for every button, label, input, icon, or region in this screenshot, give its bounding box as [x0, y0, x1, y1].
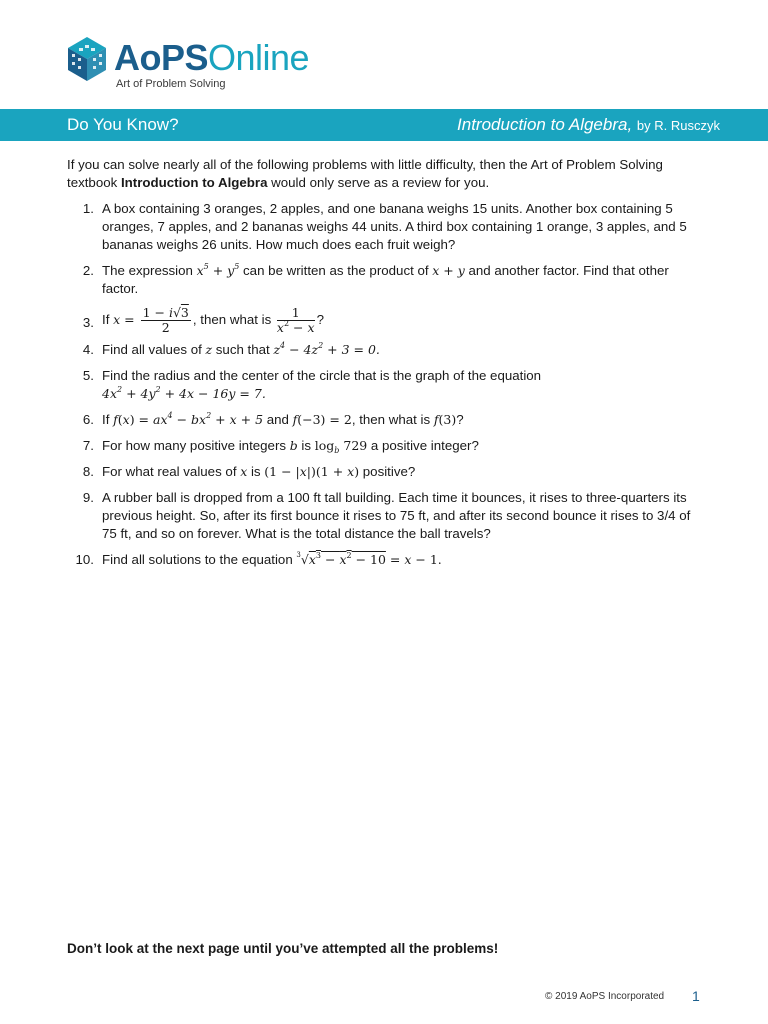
- problem-item: 9. A rubber ball is dropped from a 100 ft tall building. Each time it bounces, it rises to three-quarters its previous height. So, after its first bounce it rises to 75 ft, and after its second bounce it rises to 3/4 of 75 ft, and so on forever. What is the total distance the ball travels?: [82, 490, 691, 541]
- logo-tagline: Art of Problem Solving: [116, 78, 226, 90]
- problem-item: 8. For what real values of x is (1 − |x|)(1 + x) positive?: [82, 464, 416, 479]
- logo-wordmark: AoPSOnline: [114, 37, 310, 78]
- problem-list: [67, 200, 707, 569]
- intro-paragraph: If you can solve nearly all of the following problems with little difficulty, then the Art of Problem Solving textbook Introduction to Algebra would only serve as a review for you.: [67, 157, 663, 190]
- warning-note: Don’t look at the next page until you’ve attempted all the problems!: [67, 941, 499, 956]
- footer-copyright: © 2019 AoPS Incorporated: [545, 991, 665, 1002]
- problem-item: 7. For how many positive integers b is $\log_b 729$ a positive integer?: [82, 438, 479, 455]
- aops-cube-logo-icon: [66, 36, 108, 82]
- page-number: 1: [692, 988, 700, 1004]
- banner-book-title: Introduction to Algebra,: [457, 115, 633, 134]
- problem-item: 4. Find all values of z such that $z^4 - 4z^2 + 3 = 0$.: [82, 341, 380, 357]
- banner-book-credit: [457, 115, 720, 135]
- problem-item: 10. Find all solutions to the equation $^3√x^3 - x^2 - 10 = x - 1$.: [75, 551, 442, 567]
- problem-item: 6. If $f(x) = ax^4 - bx^2 + x + 5$ and f(−3) = 2, then what is f(3)?: [82, 411, 464, 427]
- banner-title: Do You Know?: [67, 115, 179, 134]
- title-banner: [0, 109, 768, 141]
- banner-author: by R. Rusczyk: [636, 118, 720, 133]
- problem-item: 3. If x = $\frac{1 - i√3}{2}$ , then what is $\frac{1}{x^2 - x}$ ?: [82, 305, 324, 335]
- aops-online-logo: [66, 36, 326, 92]
- problem-item: 2. The expression $x^5 + y^5$ can be written as the product of x + y and another factor. Find that other factor.: [82, 262, 669, 296]
- problem-item: 5. Find the radius and the center of the circle that is the graph of the equation $4x^2 + 4y^2 + 4x - 16y = 7$.: [82, 368, 542, 401]
- problem-item: 1. A box containing 3 oranges, 2 apples, and one banana weighs 15 units. Another box containing 5 oranges, 7 apples, and 2 bananas weighs 44 units. A third box containing 1 orange, 3 apples, and 5 bananas weighs 26 units. How much does each fruit weigh?: [82, 201, 687, 252]
- intro-book-title: Introduction to Algebra: [120, 175, 268, 190]
